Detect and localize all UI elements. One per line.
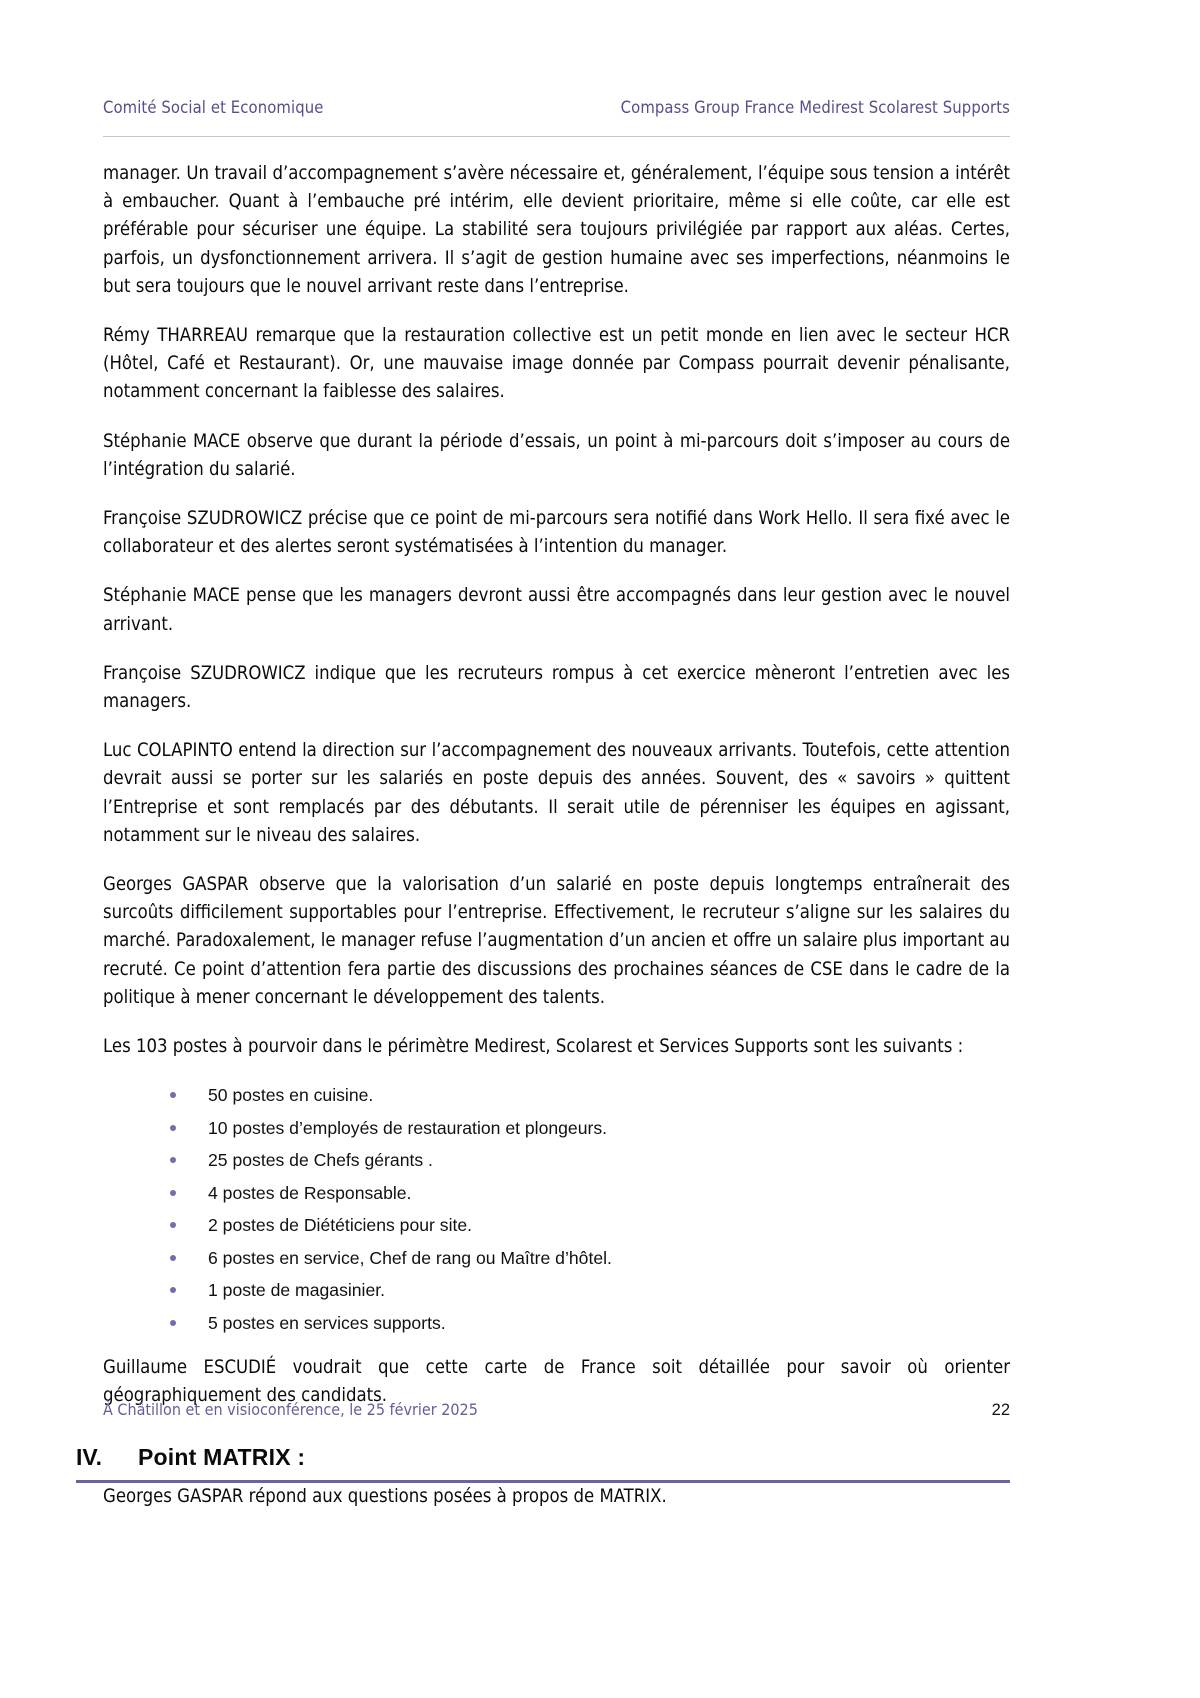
- postes-list: [103, 1082, 1010, 1336]
- list-item: [103, 1277, 1010, 1303]
- paragraph-gaspar-matrix: Georges GASPAR répond aux questions posées à propos de MATRIX.: [103, 1486, 667, 1508]
- list-item: [103, 1310, 1010, 1336]
- list-item: [103, 1212, 1010, 1238]
- bullet-icon: [170, 1092, 176, 1098]
- section-title: Point MATRIX :: [138, 1444, 306, 1471]
- list-item: [103, 1147, 1010, 1173]
- bullet-icon: [170, 1320, 176, 1326]
- header-left-title: Comité Social et Economique: [103, 98, 324, 117]
- paragraph-guillaume-escudie: Guillaume ESCUDIÉ voudrait que cette carte de France soit détaillée pour savoir où orienter géographiquement des candidats.: [103, 1356, 1010, 1406]
- bullet-icon: [170, 1287, 176, 1293]
- paragraph-manager-embauche: manager. Un travail d’accompagnement s’avère nécessaire et, généralement, l’équipe sous tension a intérêt à embaucher. Quant à l’embauche pré intérim, elle devient prioritaire, même si elle coûte, car elle est préférable pour sécuriser une équipe. La stabilité sera toujours privilégiée par rapport aux aléas. Certes, parfois, un dysfonctionnement arrivera. Il s’agit de gestion humaine avec ses imperfections, néanmoins le but sera toujours que le nouvel arrivant reste dans l’entreprise.: [103, 163, 1010, 297]
- paragraph-francoise-szudrowicz-workhello: Françoise SZUDROWICZ précise que ce point de mi-parcours sera notifié dans Work Hello. Il sera fixé avec le collaborateur et des alertes seront systématisées à l’intention du manager.: [103, 508, 1010, 558]
- list-item-label: 25 postes de Chefs gérants .: [208, 1150, 433, 1171]
- bullet-icon: [170, 1125, 176, 1131]
- header-divider: [103, 136, 1010, 137]
- list-item: [103, 1082, 1010, 1108]
- header-right-title: Compass Group France Medirest Scolarest Supports: [620, 98, 1010, 117]
- footer-location-date: À Châtillon et en visioconférence, le 25 février 2025: [103, 1400, 478, 1419]
- bullet-icon: [170, 1255, 176, 1261]
- document-header: [103, 98, 1010, 117]
- list-item-label: 2 postes de Diététiciens pour site.: [208, 1215, 473, 1236]
- list-item-label: 50 postes en cuisine.: [208, 1085, 374, 1106]
- section-heading-matrix: [76, 1444, 1010, 1480]
- paragraph-stephanie-mace-periode: Stéphanie MACE observe que durant la période d’essais, un point à mi-parcours doit s’imposer au cours de l’intégration du salarié.: [103, 430, 1010, 480]
- document-body: [76, 160, 1010, 1511]
- bullet-icon: [170, 1222, 176, 1228]
- paragraph-postes-intro: Les 103 postes à pourvoir dans le périmètre Medirest, Scolarest et Services Supports sont les suivants :: [103, 1036, 964, 1058]
- paragraph-remy-tharreau: Rémy THARREAU remarque que la restauration collective est un petit monde en lien avec le secteur HCR (Hôtel, Café et Restaurant). Or, une mauvaise image donnée par Compass pourrait devenir pénalisante, notamment concernant la faiblesse des salaires.: [103, 325, 1010, 403]
- section-number: IV.: [76, 1444, 103, 1471]
- page-number: 22: [991, 1401, 1010, 1419]
- bullet-icon: [170, 1190, 176, 1196]
- list-item-label: 6 postes en service, Chef de rang ou Maître d’hôtel.: [208, 1247, 612, 1268]
- paragraph-stephanie-mace-managers: Stéphanie MACE pense que les managers devront aussi être accompagnés dans leur gestion avec le nouvel arrivant.: [103, 585, 1010, 635]
- document-footer: [103, 1400, 1010, 1420]
- list-item: [103, 1245, 1010, 1271]
- paragraph-georges-gaspar-valorisation: Georges GASPAR observe que la valorisation d’un salarié en poste depuis longtemps entraînerait des surcoûts difficilement supportables pour l’entreprise. Effectivement, le recruteur s’aligne sur les salaires du marché. Paradoxalement, le manager refuse l’augmentation d’un ancien et offre un salaire plus important au recruté. Ce point d’attention fera partie des discussions des prochaines séances de CSE dans le cadre de la politique à mener concernant le développement des talents.: [103, 874, 1010, 1008]
- list-item-label: 4 postes de Responsable.: [208, 1182, 412, 1203]
- paragraph-luc-colapinto: Luc COLAPINTO entend la direction sur l’accompagnement des nouveaux arrivants. Toutefois, cette attention devrait aussi se porter sur les salariés en poste depuis des années. Souvent, des « savoirs » quittent l’Entreprise et sont remplacés par des débutants. Il serait utile de pérenniser les équipes en agissant, notamment sur le niveau des salaires.: [103, 740, 1010, 846]
- list-item: [103, 1115, 1010, 1141]
- list-item: [103, 1180, 1010, 1206]
- list-item-label: 5 postes en services supports.: [208, 1312, 446, 1333]
- bullet-icon: [170, 1157, 176, 1163]
- list-item-label: 10 postes d’employés de restauration et plongeurs.: [208, 1117, 608, 1138]
- list-item-label: 1 poste de magasinier.: [208, 1280, 386, 1301]
- paragraph-francoise-szudrowicz-recruteurs: Françoise SZUDROWICZ indique que les recruteurs rompus à cet exercice mèneront l’entretien avec les managers.: [103, 662, 1010, 713]
